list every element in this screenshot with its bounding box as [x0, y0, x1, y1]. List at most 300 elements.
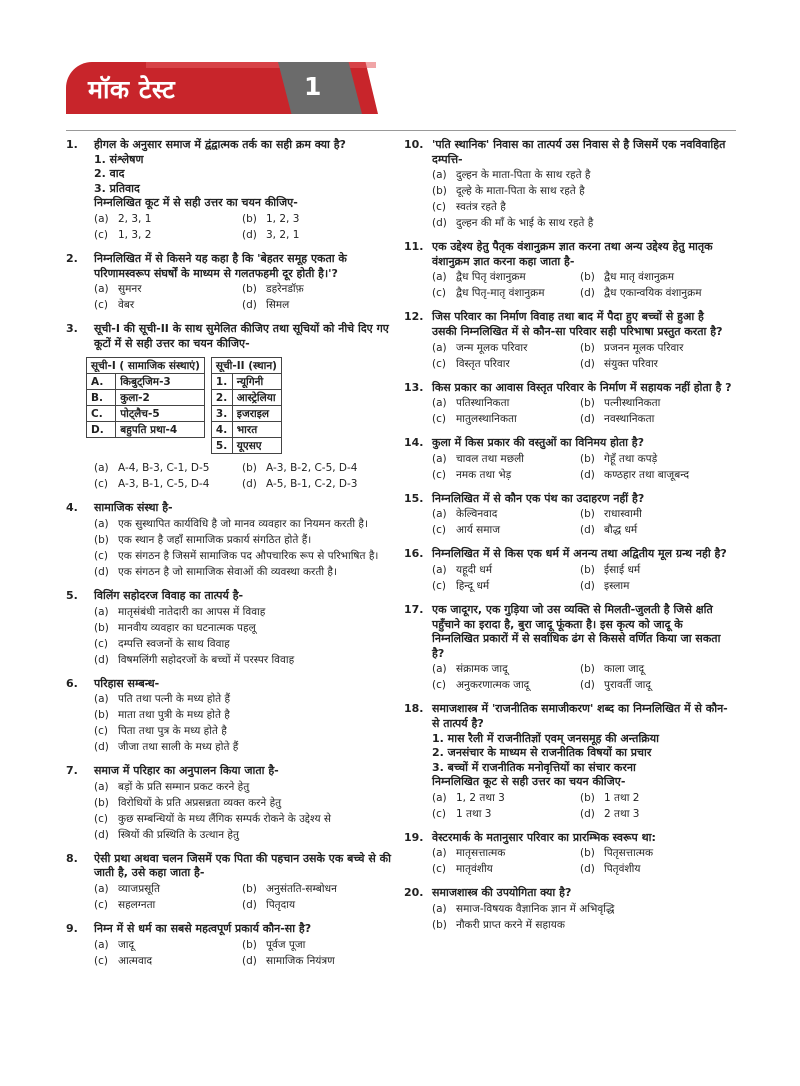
- list1-item: कुला-2: [116, 390, 205, 406]
- option-letter: (c): [432, 357, 446, 370]
- option: [432, 395, 580, 411]
- option: [432, 578, 580, 594]
- option-text: दम्पत्ति स्वजनों के साथ विवाह: [118, 637, 230, 650]
- question-line: 2. वाद: [94, 167, 125, 181]
- option-letter: (d): [580, 524, 595, 537]
- option-letter: (a): [432, 271, 447, 284]
- option-letter: (c): [94, 549, 108, 562]
- option-text: सहलग्नता: [118, 898, 156, 911]
- list2-label: 3.: [211, 406, 232, 422]
- option-text: अनुसंतति-सम्बोधन: [266, 882, 337, 895]
- question-19: [404, 831, 732, 878]
- option-text: द्वैध पितृ वंशानुक्रम: [456, 271, 526, 284]
- option-text: संक्रामक जादू: [456, 663, 508, 676]
- page-title: मॉक टेस्ट: [88, 75, 176, 104]
- option: [580, 451, 732, 467]
- option-text: 1, 2 तथा 3: [456, 791, 505, 804]
- option-text: पतिस्थानिकता: [456, 397, 510, 410]
- option-text: प्रजनन मूलक परिवार: [604, 341, 684, 354]
- question-18: [404, 702, 732, 822]
- option: [432, 522, 580, 538]
- option-letter: (d): [94, 828, 109, 841]
- option: [432, 917, 732, 933]
- list1-label: [87, 438, 116, 454]
- option: [432, 467, 580, 483]
- option-text: काला जादू: [604, 663, 645, 676]
- option-letter: (c): [432, 807, 446, 820]
- question-number: 12.: [404, 310, 424, 324]
- question-16: [404, 547, 732, 594]
- option-letter: (d): [242, 228, 257, 241]
- option-text: A-3, B-2, C-5, D-4: [266, 462, 358, 475]
- test-number: 1: [304, 72, 322, 101]
- option-text: 1, 2, 3: [266, 212, 300, 225]
- option-text: 1 तथा 3: [456, 807, 492, 820]
- option-text: माता तथा पुत्री के मध्य होते है: [118, 709, 230, 722]
- option: [94, 564, 394, 580]
- question-line: एक जादूगर, एक गुड़िया जो उस व्यक्ति से मिलती-जुलती है जिसे क्षति पहुँचाने का इरादा है, बुरा जादू फूंकता है। इस कृत्य को जादू के निम्नलिखित प्रकारों में से सर्वाधिक ढंग से किससे वर्णित किया जा सकता है?: [432, 602, 721, 660]
- option-letter: (b): [242, 882, 257, 895]
- option-letter: (d): [94, 653, 109, 666]
- option-letter: (c): [432, 679, 446, 692]
- question-number: 14.: [404, 436, 424, 450]
- option-letter: (a): [94, 462, 109, 475]
- option-letter: (c): [432, 413, 446, 426]
- option-text: आर्य समाज: [456, 524, 501, 537]
- option-text: यहूदी धर्म: [456, 563, 493, 576]
- question-text: [94, 138, 394, 211]
- option: [580, 861, 732, 877]
- question-line: सूची-I की सूची-II के साथ सुमेलित कीजिए तथा सूचियों को नीचे दिए गए कूटों में से सही उत्तर का चयन कीजिए-: [94, 322, 389, 350]
- option-text: मातृसत्तात्मक: [456, 847, 506, 860]
- option: [580, 522, 732, 538]
- options: [94, 604, 394, 668]
- option-letter: (c): [94, 478, 108, 491]
- question-line: 2. जनसंचार के माध्यम से राजनीतिक विषयों का प्रचार: [432, 746, 652, 760]
- option: [94, 211, 242, 227]
- table-gap: [204, 358, 211, 374]
- option-text: पितृवंशीय: [604, 863, 641, 876]
- option-text: मातृसंबंधी नातेदारी का आपस में विवाह: [118, 605, 266, 618]
- option-letter: (a): [432, 397, 447, 410]
- option-text: व्याजप्रसूति: [118, 882, 160, 895]
- list1-header: सूची-I ( सामाजिक संस्थाएं): [87, 358, 205, 374]
- question-line: निम्नलिखित में से किस एक धर्म में अनन्य तथा अद्वितीय मूल ग्रन्थ नही है?: [432, 547, 727, 561]
- option: [94, 937, 242, 953]
- option-text: चावल तथा मछली: [456, 452, 524, 465]
- option-text: 3, 2, 1: [266, 228, 300, 241]
- option: [94, 691, 394, 707]
- question-number: 8.: [66, 851, 78, 865]
- option: [94, 779, 394, 795]
- question-text: [432, 547, 732, 562]
- option-text: राधास्वामी: [604, 508, 642, 521]
- option-text: दूल्हे के माता-पिता के साथ रहते है: [456, 185, 585, 198]
- option-letter: (b): [242, 283, 257, 296]
- option-text: पुरावर्ती जादू: [604, 679, 651, 692]
- option-text: ईसाई धर्म: [604, 563, 641, 576]
- option-text: A-5, B-1, C-2, D-3: [266, 478, 358, 491]
- option-text: 2 तथा 3: [604, 807, 640, 820]
- option-text: समाज-विषयक वैज्ञानिक ज्ञान में अभिवृद्धि: [456, 903, 615, 916]
- option: [94, 532, 394, 548]
- option: [94, 548, 394, 564]
- option-letter: (d): [242, 954, 257, 967]
- question-number: 5.: [66, 588, 78, 602]
- option-text: दुल्हन की माँ के भाई के साथ रहते है: [456, 217, 594, 230]
- option-text: इस्लाम: [604, 579, 630, 592]
- option: [242, 897, 394, 913]
- option-letter: (a): [432, 508, 447, 521]
- question-text: [432, 381, 732, 396]
- question-text: [94, 501, 394, 516]
- option: [432, 451, 580, 467]
- option: [242, 460, 394, 476]
- option-letter: (a): [432, 847, 447, 860]
- option: [94, 227, 242, 243]
- question-line: परिहास सम्बन्ध-: [94, 676, 160, 690]
- question-line: निम्नलिखित में से कौन एक पंथ का उदाहरण नहीं है?: [432, 491, 645, 505]
- options: [94, 779, 394, 843]
- option-letter: (b): [94, 796, 109, 809]
- question-line: जिस परिवार का निर्माण विवाह तथा बाद में पैदा हुए बच्चों से हुआ है उसकी निम्नलिखित में से कौन-सा परिवार सही परिभाषा प्रस्तुत करता है?: [432, 310, 723, 338]
- option: [242, 881, 394, 897]
- option: [580, 269, 732, 285]
- option: [432, 167, 732, 183]
- options: [94, 691, 394, 755]
- option-letter: (a): [432, 169, 447, 182]
- question-number: 10.: [404, 138, 424, 151]
- question-line: विलिंग सहोदरज विवाह का तात्पर्य है-: [94, 588, 244, 602]
- question-number: 18.: [404, 702, 424, 716]
- option-text: नमक तथा भेड़: [456, 468, 512, 481]
- question-number: 6.: [66, 676, 78, 690]
- question-number: 2.: [66, 251, 78, 265]
- option-letter: (a): [94, 212, 109, 225]
- option-letter: (b): [580, 397, 595, 410]
- option-text: कुछ सम्बन्धियों के मध्य लैंगिक सम्पर्क रोकने के उद्देश्य से: [118, 812, 331, 825]
- option: [242, 227, 394, 243]
- option-text: मानवीय व्यवहार का घटनात्मक पहलू: [118, 621, 256, 634]
- option-letter: (a): [432, 663, 447, 676]
- option-text: मातुलस्थानिकता: [456, 413, 517, 426]
- option: [432, 356, 580, 372]
- option-text: द्वैध एकान्वयिक वंशानुक्रम: [604, 287, 702, 300]
- options: [432, 167, 732, 231]
- question-line: किस प्रकार का आवास विस्तृत परिवार के निर्माण में सहायक नहीं होता है ?: [432, 380, 732, 394]
- question-1: [66, 138, 394, 243]
- option-letter: (c): [94, 898, 108, 911]
- option: [432, 861, 580, 877]
- option-letter: (c): [94, 725, 108, 738]
- list1-label: B.: [87, 390, 116, 406]
- list2-label: 1.: [211, 374, 232, 390]
- option: [242, 476, 394, 492]
- question-12: [404, 310, 732, 371]
- option: [94, 516, 394, 532]
- option-letter: (a): [94, 780, 109, 793]
- option-text: गेहूँ तथा कपड़े: [604, 452, 658, 465]
- question-20: [404, 886, 732, 933]
- option: [94, 811, 394, 827]
- option: [580, 395, 732, 411]
- question-14: [404, 436, 732, 483]
- option-text: अनुकरणात्मक जादू: [456, 679, 530, 692]
- question-11: [404, 240, 732, 301]
- option-text: 1 तथा 2: [604, 791, 640, 804]
- option: [94, 652, 394, 668]
- option-text: पिता तथा पुत्र के मध्य होते है: [118, 725, 227, 738]
- question-text: [432, 831, 732, 846]
- question-number: 13.: [404, 380, 424, 394]
- option: [94, 953, 242, 969]
- option-letter: (c): [94, 228, 108, 241]
- question-text: [94, 852, 394, 881]
- question-line: सामाजिक संस्था है-: [94, 501, 173, 515]
- option-text: सिमल: [266, 299, 290, 312]
- question-text: [432, 886, 732, 901]
- option: [94, 723, 394, 739]
- list1-item: बहुपति प्रथा-4: [116, 422, 205, 438]
- options: [432, 562, 732, 594]
- question-text: [432, 240, 732, 269]
- question-text: [94, 252, 394, 281]
- question-line: निम्न में से धर्म का सबसे महत्वपूर्ण प्रकार्य कौन-सा है?: [94, 921, 312, 935]
- match-table: [86, 357, 282, 454]
- option-letter: (b): [580, 508, 595, 521]
- option-letter: (d): [580, 413, 595, 426]
- option-text: एक स्थान है जहाँ सामाजिक प्रकार्य संगठित होते हैं।: [118, 533, 312, 546]
- option-text: पितृदाय: [266, 898, 296, 911]
- list2-item: न्यूगिनी: [232, 374, 281, 390]
- question-line: निम्नलिखित कूट से सही उत्तर का चयन कीजिए-: [432, 775, 626, 789]
- option-letter: (c): [432, 287, 446, 300]
- option: [432, 269, 580, 285]
- option: [580, 467, 732, 483]
- option-letter: (a): [432, 563, 447, 576]
- option: [432, 901, 732, 917]
- option-text: द्वैध मातृ वंशानुक्रम: [604, 271, 675, 284]
- question-13: [404, 381, 732, 428]
- table-gap: [204, 374, 211, 390]
- option-text: विषमलिंगी सहोदरजों के बच्चों में परस्पर विवाह: [118, 653, 295, 666]
- question-number: 15.: [404, 491, 424, 505]
- option-letter: (d): [580, 579, 595, 592]
- question-line: समाजशास्त्र में 'राजनीतिक समाजीकरण' शब्द का निम्नलिखित में से कौन-से तात्पर्य है?: [432, 702, 728, 730]
- options: [432, 451, 732, 483]
- option: [94, 881, 242, 897]
- table-gap: [204, 390, 211, 406]
- option-text: पितृसत्तात्मक: [604, 847, 654, 860]
- question-line: समाजशास्त्र की उपयोगिता क्या है?: [432, 886, 572, 900]
- question-line: निम्नलिखित में से किसने यह कहा है कि 'बेहतर समूह एकता के परिणामस्वरूप संघर्षों के माध्यम से गलतफहमी दूर होती है।'?: [94, 251, 347, 280]
- option-letter: (c): [94, 954, 108, 967]
- option: [94, 476, 242, 492]
- option-text: स्वतंत्र रहते है: [456, 201, 506, 214]
- option: [94, 297, 242, 313]
- question-line: निम्नलिखित कूट में से सही उत्तर का चयन कीजिए-: [94, 196, 298, 210]
- question-line: कुला में किस प्रकार की वस्तुओं का विनिमय होता है?: [432, 436, 644, 450]
- list1-label: C.: [87, 406, 116, 422]
- question-6: [66, 677, 394, 756]
- option: [242, 281, 394, 297]
- option: [94, 604, 394, 620]
- question-8: [66, 852, 394, 913]
- option-text: जन्म मूलक परिवार: [456, 341, 528, 354]
- question-number: 17.: [404, 602, 424, 616]
- question-4: [66, 501, 394, 580]
- options: [432, 340, 732, 372]
- question-10: [404, 138, 732, 231]
- option-text: विस्तृत परिवार: [456, 357, 510, 370]
- option: [432, 562, 580, 578]
- question-number: 1.: [66, 138, 78, 151]
- question-line: 1. संश्लेषण: [94, 152, 144, 166]
- option-letter: (c): [432, 863, 446, 876]
- option: [94, 897, 242, 913]
- option-text: जादू: [118, 938, 135, 951]
- option-letter: (a): [94, 882, 109, 895]
- option-letter: (b): [432, 919, 447, 932]
- question-number: 3.: [66, 322, 78, 336]
- question-number: 9.: [66, 921, 78, 935]
- option: [580, 661, 732, 677]
- option: [432, 661, 580, 677]
- option-letter: (a): [432, 791, 447, 804]
- option-text: वेबर: [118, 299, 135, 312]
- question-line: समाज में परिहार का अनुपालन किया जाता है-: [94, 764, 279, 778]
- option: [242, 937, 394, 953]
- option: [432, 790, 580, 806]
- option-letter: (b): [94, 621, 109, 634]
- option-text: मातृवंशीय: [456, 863, 493, 876]
- option-text: द्वैध पितृ-मातृ वंशानुक्रम: [456, 287, 545, 300]
- option-letter: (b): [580, 847, 595, 860]
- option-text: एक सुस्थापित कार्यविधि है जो मानव व्यवहार का नियमन करती है।: [118, 517, 368, 530]
- question-number: 16.: [404, 547, 424, 561]
- list2-item: आस्ट्रेलिया: [232, 390, 281, 406]
- list2-label: 4.: [211, 422, 232, 438]
- option-text: सामाजिक नियंत्रण: [266, 954, 335, 967]
- option: [580, 845, 732, 861]
- right-column: [404, 138, 732, 942]
- option-letter: (d): [94, 741, 109, 754]
- option-letter: (d): [242, 299, 257, 312]
- option: [580, 411, 732, 427]
- option-letter: (d): [432, 217, 447, 230]
- list2-label: 2.: [211, 390, 232, 406]
- question-17: [404, 603, 732, 693]
- option: [94, 795, 394, 811]
- options: [94, 516, 394, 580]
- option-letter: (a): [432, 903, 447, 916]
- list1-item: किबुट्जिम-3: [116, 374, 205, 390]
- option: [580, 578, 732, 594]
- option-text: 2, 3, 1: [118, 212, 152, 225]
- option-letter: (d): [580, 679, 595, 692]
- option-letter: (a): [94, 938, 109, 951]
- options: [432, 395, 732, 427]
- option-letter: (b): [580, 791, 595, 804]
- option-text: एक संगठन है जिसमें सामाजिक पद औपचारिक रूप से परिभाषित है।: [118, 549, 379, 562]
- option-letter: (b): [242, 212, 257, 225]
- option-text: नवस्थानिकता: [604, 413, 655, 426]
- left-column: [66, 138, 394, 978]
- options: [432, 790, 732, 822]
- question-line: 3. प्रतिवाद: [94, 181, 140, 195]
- option: [580, 790, 732, 806]
- option-letter: (b): [580, 663, 595, 676]
- question-text: [432, 702, 732, 790]
- options: [432, 901, 732, 933]
- option-letter: (c): [94, 299, 108, 312]
- options: [432, 661, 732, 693]
- options: [94, 937, 394, 969]
- list1-label: A.: [87, 374, 116, 390]
- option: [432, 215, 732, 231]
- options: [94, 281, 394, 313]
- option: [580, 677, 732, 693]
- option-letter: (b): [580, 271, 595, 284]
- question-number: 20.: [404, 886, 424, 900]
- option-letter: (d): [242, 898, 257, 911]
- question-text: [94, 322, 394, 351]
- option: [94, 707, 394, 723]
- question-line: 1. मास रैली में राजनीतिज्ञों एवम् जनसमूह की अन्तक्रिया: [432, 731, 659, 745]
- option: [432, 806, 580, 822]
- question-number: 7.: [66, 764, 78, 778]
- option-text: नौकरी प्राप्त करने में सहायक: [456, 919, 565, 932]
- option: [432, 183, 732, 199]
- question-9: [66, 922, 394, 969]
- question-line: 3. बच्चों में राजनीतिक मनोवृत्तियों का संचार करना: [432, 760, 636, 774]
- options: [432, 269, 732, 301]
- options: [94, 211, 394, 243]
- option-text: विरोधियों के प्रति अप्रसन्नता व्यक्त करने हेतु: [118, 796, 282, 809]
- question-text: [94, 677, 394, 692]
- option: [94, 620, 394, 636]
- option: [432, 285, 580, 301]
- list2-header: सूची-II (स्थान): [211, 358, 281, 374]
- option-letter: (a): [432, 452, 447, 465]
- question-text: [94, 922, 394, 937]
- option-text: 1, 3, 2: [118, 228, 152, 241]
- option-text: एक संगठन है जो सामाजिक सेवाओं की व्यवस्था करती है।: [118, 565, 337, 578]
- question-15: [404, 492, 732, 539]
- option-text: स्त्रियों की प्रस्थिति के उत्थान हेतु: [118, 828, 239, 841]
- question-number: 19.: [404, 830, 424, 844]
- option: [94, 281, 242, 297]
- list1-label: D.: [87, 422, 116, 438]
- option: [242, 211, 394, 227]
- option-letter: (a): [94, 517, 109, 530]
- list1-item: पोट्लैच-5: [116, 406, 205, 422]
- option-text: A-3, B-1, C-5, D-4: [118, 478, 210, 491]
- question-line: वेस्टरमार्क के मतानुसार परिवार का प्रारम्भिक स्वरूप था:: [432, 830, 656, 844]
- option-letter: (d): [580, 357, 595, 370]
- option-letter: (b): [242, 462, 257, 475]
- option: [94, 827, 394, 843]
- option-text: केल्विनवाद: [456, 508, 498, 521]
- option-letter: (b): [94, 709, 109, 722]
- option: [580, 562, 732, 578]
- option-letter: (a): [94, 283, 109, 296]
- option-letter: (c): [94, 637, 108, 650]
- option-text: हिन्दू धर्म: [456, 579, 490, 592]
- option-text: पति तथा पत्नी के मध्य होते हैं: [118, 693, 231, 706]
- option-text: जीजा तथा साली के मध्य होते हैं: [118, 741, 239, 754]
- question-text: [432, 138, 732, 167]
